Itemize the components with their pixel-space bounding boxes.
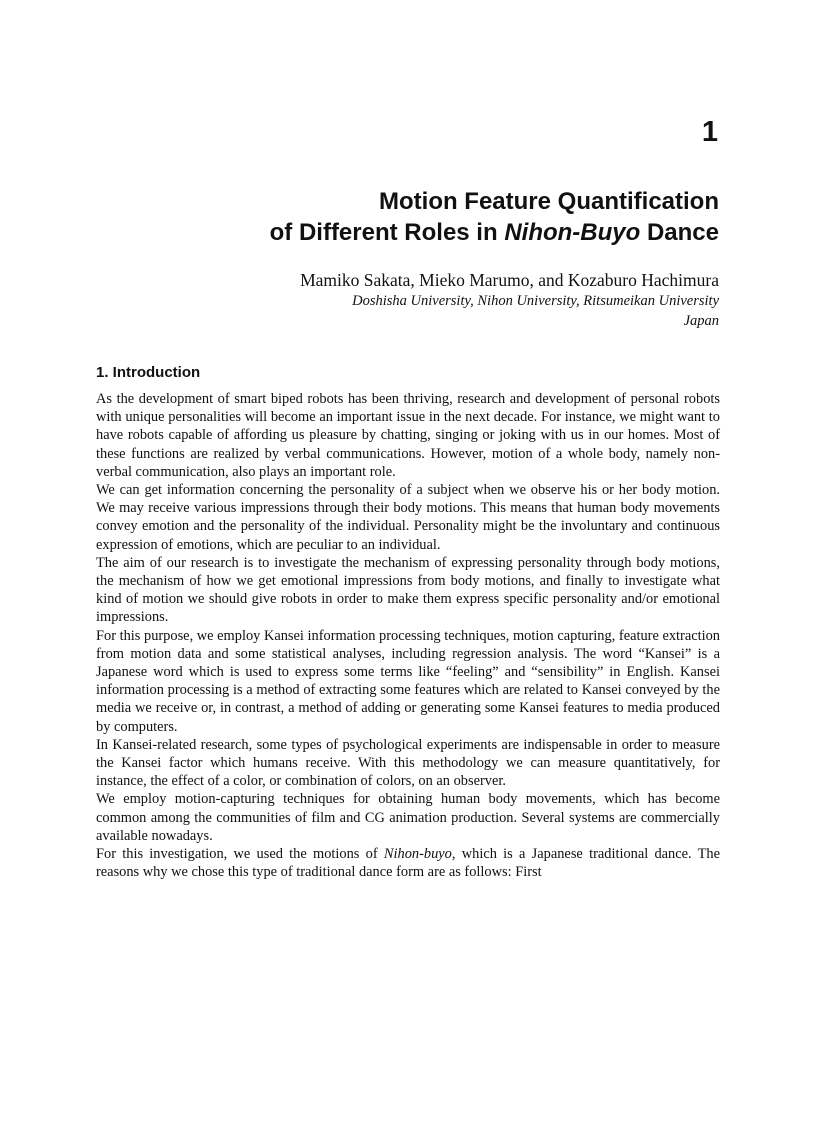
section-body xyxy=(96,390,720,881)
paragraph-4: For this purpose, we employ Kansei information processing techniques, motion capturing, feature extraction from motion data and some statistical analyses, including regression analysis. The word “Kansei” is a Japanese word which is used to express some terms like “feeling” and “sensibility” in English. Kansei information processing is a method of extracting some features which are related to Kansei conveyed by the media we receive or, in contrast, a method of adding or generating some Kansei features to media produced by computers. xyxy=(96,627,720,735)
title-line-1: Motion Feature Quantification xyxy=(379,188,719,215)
paragraph-7 xyxy=(96,845,720,881)
affiliation-country: Japan xyxy=(683,313,719,329)
title-line-2-end: Dance xyxy=(640,219,719,246)
paragraph-7-start: For this investigation, we used the motions of xyxy=(96,846,384,863)
paragraph-6: We employ motion-capturing techniques for obtaining human body movements, which has become common among the communities of film and CG animation production. Several systems are commercially available nowadays. xyxy=(96,791,720,844)
paragraph-3: The aim of our research is to investigate the mechanism of expressing personality through body motions, the mechanism of how we get emotional impressions from body motions, and finally to investigate what kind of motion we should give robots in order to make them express specific personality and/or emotional impressions. xyxy=(96,554,720,626)
section-heading: 1. Introduction xyxy=(96,364,201,381)
author-list: Mamiko Sakata, Mieko Marumo, and Kozaburo Hachimura xyxy=(300,270,719,290)
paragraph-7-italic-term: Nihon-buyo xyxy=(383,846,452,863)
affiliation-institutions: Doshisha University, Nihon University, Ritsumeikan University xyxy=(352,293,719,309)
chapter-number: 1 xyxy=(701,116,718,148)
affiliation xyxy=(99,291,719,331)
title-line-2 xyxy=(119,217,719,248)
title-line-2-start: of Different Roles in xyxy=(269,219,505,246)
title-italic-term: Nihon-Buyo xyxy=(504,219,641,246)
paragraph-7-end: , which is a Japanese traditional dance. The reasons why we chose this type of traditional dance form are as follows: First xyxy=(96,846,721,881)
paragraph-1: As the development of smart biped robots has been thriving, research and development of personal robots with unique personalities will become an important issue in the next decade. For instance, we might want to have robots capable of affording us pleasure by chatting, singing or joking with us in our homes. Most of these functions are realized by verbal communications. However, motion of a whole body, namely non-verbal communication, also plays an important role. xyxy=(96,391,720,480)
paragraph-5: In Kansei-related research, some types of psychological experiments are indispensable in order to measure the Kansei factor which humans receive. With this methodology we can measure quantitatively, for instance, the effect of a color, or combination of colors, on an observer. xyxy=(96,736,720,790)
paragraph-2: We can get information concerning the personality of a subject when we observe his or her body motion. We may receive various impressions through their body motions. This means that human body movements convey emotion and the personality of the individual. Personality might be the involuntary and continuous expression of emotions, which are peculiar to an individual. xyxy=(96,482,720,553)
chapter-title xyxy=(119,186,719,248)
